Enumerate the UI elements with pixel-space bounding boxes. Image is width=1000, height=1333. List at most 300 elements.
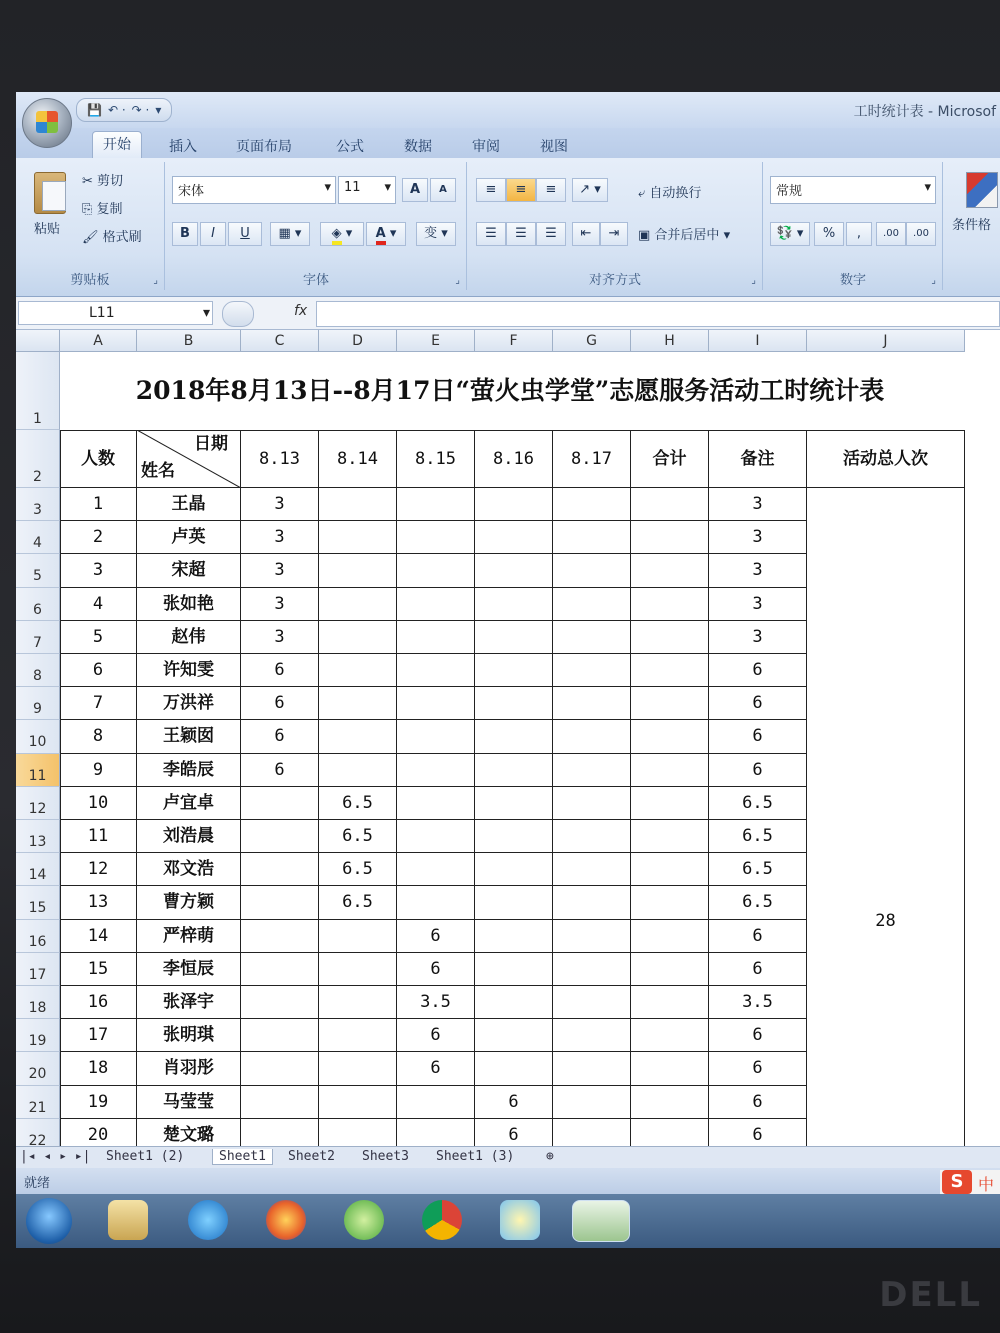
cell-note[interactable]: 6 [709,720,807,753]
cell-no[interactable]: 14 [60,920,137,953]
cell-no[interactable]: 15 [60,953,137,986]
formula-input[interactable] [316,301,1000,327]
cell-no[interactable]: 17 [60,1019,137,1052]
messenger-icon[interactable] [500,1200,540,1240]
cell-date-value[interactable] [319,521,397,554]
cell-no[interactable]: 10 [60,787,137,820]
cell-date-value[interactable] [475,754,553,787]
cell-note[interactable]: 6 [709,1052,807,1085]
cell-no[interactable]: 13 [60,886,137,919]
wrap-text-button[interactable]: ⤶ 自动换行 [638,186,702,201]
paste-button[interactable]: 粘贴 [34,222,61,237]
cell-note[interactable]: 6 [709,1119,807,1146]
cell-date-value[interactable] [553,621,631,654]
decrease-decimal-button[interactable]: .00 [906,222,936,246]
cell-total[interactable] [631,588,709,621]
cell-date-value[interactable] [319,1052,397,1085]
row-header-16[interactable]: 16 [16,920,60,953]
cell-date-value[interactable] [397,1086,475,1119]
cell-date-value[interactable] [553,554,631,587]
cell-date-value[interactable] [397,654,475,687]
name-box[interactable] [18,301,213,325]
grow-font-button[interactable]: A [402,178,428,202]
cell-date-value[interactable] [553,720,631,753]
format-painter-button[interactable]: 🖌 格式刷 [82,230,142,245]
cell-name[interactable]: 王晶 [137,488,241,521]
cell-name[interactable]: 张如艳 [137,588,241,621]
row-header-15[interactable]: 15 [16,886,60,919]
cell-no[interactable]: 9 [60,754,137,787]
cell-date-value[interactable]: 6.5 [319,820,397,853]
cell-date-value[interactable] [553,920,631,953]
cell-date-value[interactable] [397,621,475,654]
cell-date-value[interactable] [397,754,475,787]
cell-name[interactable]: 肖羽彤 [137,1052,241,1085]
font-name-select[interactable] [172,176,336,204]
cell-name[interactable]: 赵伟 [137,621,241,654]
column-header-I[interactable]: I [709,330,807,352]
header-count[interactable]: 人数 [60,430,137,488]
column-header-H[interactable]: H [631,330,709,352]
cell-date-value[interactable] [397,488,475,521]
row-header-2[interactable]: 2 [16,430,60,488]
align-left-button[interactable] [476,222,506,246]
cell-no[interactable]: 4 [60,588,137,621]
bold-button[interactable]: B [172,222,198,246]
column-header-G[interactable]: G [553,330,631,352]
cell-date-value[interactable]: 6 [241,754,319,787]
cell-note[interactable]: 6 [709,953,807,986]
fill-color-button[interactable]: ◈ ▾ [320,222,364,246]
header-note[interactable]: 备注 [709,430,807,488]
cell-date-value[interactable] [475,920,553,953]
row-header-17[interactable]: 17 [16,953,60,986]
align-middle-button[interactable] [506,178,536,202]
copy-button[interactable]: ⎘ 复制 [82,202,123,217]
cell-date-value[interactable]: 6 [397,1019,475,1052]
cell-total[interactable] [631,754,709,787]
cell-date-value[interactable] [475,687,553,720]
tab-4[interactable]: 数据 [404,139,432,155]
cell-total[interactable] [631,787,709,820]
row-header-4[interactable]: 4 [16,521,60,554]
cell-note[interactable]: 6.5 [709,820,807,853]
cell-no[interactable]: 3 [60,554,137,587]
cell-name[interactable]: 楚文璐 [137,1119,241,1146]
cell-date-value[interactable] [553,1052,631,1085]
worksheet[interactable] [16,330,1000,1146]
italic-button[interactable]: I [200,222,226,246]
currency-button[interactable] [770,222,810,246]
row-header-21[interactable]: 21 [16,1086,60,1119]
row-header-8[interactable]: 8 [16,654,60,687]
qat-item[interactable]: 💾 [87,103,102,117]
row-header-3[interactable]: 3 [16,488,60,521]
cell-date-value[interactable] [475,820,553,853]
cell-no[interactable]: 19 [60,1086,137,1119]
phonetic-button[interactable] [416,222,456,246]
cell-date-value[interactable] [475,853,553,886]
cell-date-value[interactable] [319,554,397,587]
cell-name[interactable]: 李皓辰 [137,754,241,787]
cell-name[interactable]: 万洪祥 [137,687,241,720]
align-center-button[interactable] [506,222,536,246]
cell-date-value[interactable] [241,787,319,820]
header-date-3[interactable]: 8.16 [475,430,553,488]
cell-total[interactable] [631,720,709,753]
cell-total[interactable] [631,953,709,986]
align-right-button[interactable] [536,222,566,246]
tab-1[interactable]: 插入 [169,139,197,155]
cell-date-value[interactable]: 6 [475,1086,553,1119]
merge-center-button[interactable]: ▣ 合并后居中 ▾ [638,228,731,243]
cell-date-value[interactable]: 6.5 [319,787,397,820]
orientation-button[interactable] [572,178,608,202]
cell-no[interactable]: 20 [60,1119,137,1146]
ie-icon[interactable] [188,1200,228,1240]
cell-date-value[interactable] [553,986,631,1019]
cell-date-value[interactable] [553,488,631,521]
cell-note[interactable]: 6 [709,754,807,787]
cell-date-value[interactable] [241,1119,319,1146]
row-header-10[interactable]: 10 [16,720,60,753]
row-header-11[interactable]: 11 [16,754,60,787]
underline-button[interactable]: U [228,222,262,246]
cell-date-value[interactable]: 6 [397,953,475,986]
align-top-button[interactable] [476,178,506,202]
cell-no[interactable]: 1 [60,488,137,521]
column-header-A[interactable]: A [60,330,137,352]
align-bottom-button[interactable] [536,178,566,202]
font-size-select[interactable] [338,176,396,204]
cell-note[interactable]: 6 [709,687,807,720]
row-header-7[interactable]: 7 [16,621,60,654]
insert-function-button[interactable]: fx [294,303,308,319]
cell-date-value[interactable] [553,886,631,919]
cell-no[interactable]: 11 [60,820,137,853]
header-date-0[interactable]: 8.13 [241,430,319,488]
cell-date-value[interactable] [475,621,553,654]
font-color-button[interactable]: A ▾ [366,222,406,246]
cell-name[interactable]: 张明琪 [137,1019,241,1052]
cell-date-value[interactable] [475,588,553,621]
cell-date-value[interactable] [319,687,397,720]
row-header-22[interactable]: 22 [16,1119,60,1146]
cell-note[interactable]: 3 [709,621,807,654]
cell-date-value[interactable] [397,554,475,587]
cell-date-value[interactable] [553,754,631,787]
cell-date-value[interactable] [553,1019,631,1052]
alignment-launcher-icon[interactable]: ⌟ [751,275,756,286]
cell-date-value[interactable]: 3 [241,621,319,654]
cell-date-value[interactable] [319,621,397,654]
cell-date-value[interactable] [553,521,631,554]
cell-name[interactable]: 卢宜卓 [137,787,241,820]
chrome-icon[interactable] [422,1200,462,1240]
header-total[interactable]: 合计 [631,430,709,488]
cell-date-value[interactable] [397,720,475,753]
cell-date-value[interactable]: 6 [397,1052,475,1085]
clipboard-launcher-icon[interactable]: ⌟ [153,275,158,286]
cell-total[interactable] [631,986,709,1019]
ime-indicator[interactable] [940,1170,1000,1194]
cell-date-value[interactable] [241,953,319,986]
font-launcher-icon[interactable]: ⌟ [455,275,460,286]
cell-total[interactable] [631,521,709,554]
insert-sheet-icon[interactable]: ⊕ [546,1149,554,1164]
cell-date-value[interactable]: 6 [241,720,319,753]
cell-total[interactable] [631,886,709,919]
cell-date-value[interactable] [397,886,475,919]
tab-6[interactable]: 视图 [540,139,568,155]
cell-total[interactable] [631,1086,709,1119]
cell-date-value[interactable] [319,953,397,986]
quick-access-toolbar[interactable] [76,98,172,122]
cell-date-value[interactable] [475,654,553,687]
cell-date-value[interactable] [553,787,631,820]
cell-total[interactable] [631,1052,709,1085]
cell-name[interactable]: 卢英 [137,521,241,554]
cell-date-value[interactable] [319,588,397,621]
header-date-4[interactable]: 8.17 [553,430,631,488]
cell-name[interactable]: 邓文浩 [137,853,241,886]
cell-date-value[interactable] [475,986,553,1019]
cell-date-value[interactable]: 6.5 [319,886,397,919]
cell-date-value[interactable]: 3 [241,554,319,587]
cell-date-value[interactable] [319,654,397,687]
cell-date-value[interactable]: 3 [241,488,319,521]
cell-date-value[interactable] [475,1052,553,1085]
cell-date-value[interactable] [319,1019,397,1052]
cell-date-value[interactable]: 6 [475,1119,553,1146]
header-date-1[interactable]: 8.14 [319,430,397,488]
cell-no[interactable]: 8 [60,720,137,753]
comma-button[interactable]: , [846,222,872,246]
cell-date-value[interactable] [319,754,397,787]
cell-note[interactable]: 3 [709,521,807,554]
sheet-nav-icon[interactable]: |◂ ◂ ▸ ▸| [20,1149,91,1164]
cell-date-value[interactable]: 6 [241,654,319,687]
increase-indent-button[interactable] [600,222,628,246]
paste-icon[interactable] [34,172,66,214]
sheet-tab-4[interactable]: Sheet1 (3) [436,1149,515,1164]
number-format-select[interactable] [770,176,936,204]
cell-date-value[interactable] [397,687,475,720]
cell-total[interactable] [631,488,709,521]
explorer-icon[interactable] [108,1200,148,1240]
row-header-1[interactable]: 1 [16,352,60,430]
cell-date-value[interactable] [241,1019,319,1052]
excel-taskbar-icon[interactable] [572,1200,630,1242]
cell-date-value[interactable] [397,820,475,853]
cell-date-value[interactable] [319,1119,397,1146]
column-header-D[interactable]: D [319,330,397,352]
row-header-19[interactable]: 19 [16,1019,60,1052]
cell-date-value[interactable] [241,886,319,919]
cell-date-value[interactable] [553,654,631,687]
360-browser-icon[interactable] [344,1200,384,1240]
cell-note[interactable]: 3 [709,554,807,587]
qat-item[interactable]: ▾ [155,103,162,117]
cell-date-value[interactable] [397,1119,475,1146]
cell-date-value[interactable] [241,853,319,886]
cell-date-value[interactable]: 3 [241,588,319,621]
cell-total[interactable] [631,1019,709,1052]
cell-total[interactable] [631,820,709,853]
tab-3[interactable]: 公式 [336,139,364,155]
cell-date-value[interactable] [241,986,319,1019]
cell-name[interactable]: 宋超 [137,554,241,587]
row-header-6[interactable]: 6 [16,588,60,621]
conditional-format-icon[interactable] [966,172,998,208]
column-header-C[interactable]: C [241,330,319,352]
cell-date-value[interactable] [241,920,319,953]
cell-name[interactable]: 曹方颖 [137,886,241,919]
cell-date-value[interactable] [397,853,475,886]
cell-date-value[interactable] [475,488,553,521]
firefox-icon[interactable] [266,1200,306,1240]
office-button[interactable] [22,98,72,148]
cell-note[interactable]: 6 [709,1086,807,1119]
cell-note[interactable]: 3 [709,588,807,621]
cell-date-value[interactable] [397,787,475,820]
row-header-13[interactable]: 13 [16,820,60,853]
row-header-9[interactable]: 9 [16,687,60,720]
cell-name[interactable]: 许知雯 [137,654,241,687]
sheet-tab-1[interactable]: Sheet1 [212,1149,273,1165]
conditional-format-button[interactable]: 条件格 [952,218,992,233]
cell-total[interactable] [631,554,709,587]
row-header-18[interactable]: 18 [16,986,60,1019]
align-bottom-icon: ≡ [545,182,557,197]
cell-no[interactable]: 6 [60,654,137,687]
cell-note[interactable]: 6 [709,654,807,687]
cell-no[interactable]: 5 [60,621,137,654]
cell-no[interactable]: 2 [60,521,137,554]
cell-date-value[interactable] [319,720,397,753]
cell-total[interactable] [631,621,709,654]
row-header-5[interactable]: 5 [16,554,60,587]
cell-date-value[interactable] [553,687,631,720]
tab-5[interactable]: 审阅 [472,139,500,155]
cell-date-value[interactable]: 6 [241,687,319,720]
formula-expand-icon[interactable] [222,301,254,327]
cell-date-value[interactable] [553,1086,631,1119]
cell-date-value[interactable] [241,1052,319,1085]
column-header-B[interactable]: B [137,330,241,352]
border-button[interactable] [270,222,310,246]
cell-date-value[interactable] [553,853,631,886]
cell-date-value[interactable] [241,1086,319,1119]
cell-date-value[interactable]: 3 [241,521,319,554]
qat-item[interactable]: ↶ · [107,103,126,117]
cell-no[interactable]: 7 [60,687,137,720]
cell-no[interactable]: 12 [60,853,137,886]
select-all-corner[interactable] [16,330,60,352]
cell-date-value[interactable] [553,953,631,986]
cell-note[interactable]: 6.5 [709,886,807,919]
row-header-12[interactable]: 12 [16,787,60,820]
start-button[interactable] [26,1198,72,1244]
sheet-tab-2[interactable]: Sheet2 [288,1149,335,1164]
tab-2[interactable]: 页面布局 [236,139,292,155]
cell-date-value[interactable] [319,920,397,953]
cell-date-value[interactable] [475,720,553,753]
cell-name[interactable]: 张泽宇 [137,986,241,1019]
cell-total[interactable] [631,920,709,953]
cell-date-value[interactable] [397,588,475,621]
percent-button[interactable]: % [814,222,844,246]
excel-window [16,92,1000,1248]
cell-name[interactable]: 李恒辰 [137,953,241,986]
cell-note[interactable]: 3 [709,488,807,521]
cell-name[interactable]: 马莹莹 [137,1086,241,1119]
cell-date-value[interactable] [241,820,319,853]
cell-date-value[interactable] [319,488,397,521]
cell-date-value[interactable]: 3.5 [397,986,475,1019]
cell-note[interactable]: 6.5 [709,853,807,886]
header-date-name[interactable] [137,430,241,488]
cell-date-value[interactable] [475,1019,553,1052]
qat-item[interactable]: ↷ · [131,103,150,117]
tab-0[interactable]: 开始 [92,131,142,158]
cell-name[interactable]: 严梓萌 [137,920,241,953]
cell-no[interactable]: 18 [60,1052,137,1085]
cell-date-value[interactable] [475,554,553,587]
row-header-14[interactable]: 14 [16,853,60,886]
decrease-indent-button[interactable] [572,222,600,246]
cell-date-value[interactable] [319,1086,397,1119]
increase-decimal-button[interactable]: .00 [876,222,906,246]
cell-date-value[interactable]: 6.5 [319,853,397,886]
cell-note[interactable]: 6 [709,1019,807,1052]
header-date-2[interactable]: 8.15 [397,430,475,488]
sheet-tab-3[interactable]: Sheet3 [362,1149,409,1164]
column-header-F[interactable]: F [475,330,553,352]
cell-note[interactable]: 3.5 [709,986,807,1019]
number-launcher-icon[interactable]: ⌟ [931,275,936,286]
header-activity[interactable]: 活动总人次 [807,430,965,488]
ribbon [16,158,1000,297]
cell-note[interactable]: 6.5 [709,787,807,820]
row-header-20[interactable]: 20 [16,1052,60,1085]
cell-total[interactable] [631,687,709,720]
activity-total-cell[interactable]: 28 [807,488,965,1146]
cell-date-value[interactable] [475,787,553,820]
shrink-font-button[interactable]: A [430,178,456,202]
cell-date-value[interactable] [319,986,397,1019]
cell-date-value[interactable] [397,521,475,554]
cut-button[interactable]: ✂ 剪切 [82,174,124,189]
column-header-E[interactable]: E [397,330,475,352]
sheet-tab-0[interactable]: Sheet1 (2) [106,1149,185,1164]
cell-total[interactable] [631,1119,709,1146]
cell-name[interactable]: 王颖囡 [137,720,241,753]
cell-total[interactable] [631,654,709,687]
cell-no[interactable]: 16 [60,986,137,1019]
cell-date-value[interactable] [475,953,553,986]
cell-date-value[interactable] [553,1119,631,1146]
cell-name[interactable]: 刘浩晨 [137,820,241,853]
cell-date-value[interactable] [553,820,631,853]
cell-date-value[interactable] [553,588,631,621]
cell-date-value[interactable] [475,521,553,554]
column-header-J[interactable]: J [807,330,965,352]
cell-date-value[interactable] [475,886,553,919]
cell-total[interactable] [631,853,709,886]
cell-date-value[interactable]: 6 [397,920,475,953]
cell-note[interactable]: 6 [709,920,807,953]
